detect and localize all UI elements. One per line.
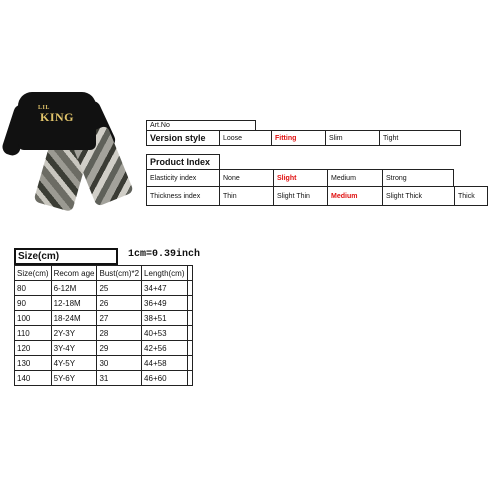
size-table-cell: 26 bbox=[97, 296, 142, 311]
size-table-cell: 80 bbox=[15, 281, 52, 296]
size-table-cell bbox=[187, 281, 192, 296]
size-table-cell: 29 bbox=[97, 341, 142, 356]
product-index-label: Product Index bbox=[146, 154, 220, 170]
elasticity-option-none: None bbox=[219, 169, 274, 187]
size-table-cell: 28 bbox=[97, 326, 142, 341]
art-no-label: Art.No bbox=[146, 120, 256, 131]
version-style-label: Version style bbox=[146, 130, 220, 146]
size-table-row bbox=[15, 326, 193, 341]
thickness-option-medium: Medium bbox=[327, 186, 383, 206]
size-table-cell: 30 bbox=[97, 356, 142, 371]
size-table-cell: 36+49 bbox=[142, 296, 187, 311]
size-table-cell: 6-12M bbox=[51, 281, 97, 296]
version-option-fitting: Fitting bbox=[271, 130, 326, 146]
version-option-loose: Loose bbox=[219, 130, 272, 146]
size-table-row bbox=[15, 311, 193, 326]
elasticity-label: Elasticity index bbox=[146, 169, 220, 187]
size-table-row bbox=[15, 356, 193, 371]
size-table-row bbox=[15, 296, 193, 311]
size-table-cell: 130 bbox=[15, 356, 52, 371]
size-table-cell: 120 bbox=[15, 341, 52, 356]
size-table-cell bbox=[187, 341, 192, 356]
shirt-print-main: KING bbox=[40, 110, 75, 124]
size-table-cell: 44+58 bbox=[142, 356, 187, 371]
size-table-cell bbox=[187, 311, 192, 326]
version-option-slim: Slim bbox=[325, 130, 380, 146]
size-table-row bbox=[15, 341, 193, 356]
size-table-cell: 140 bbox=[15, 371, 52, 386]
size-table-cell: 3Y-4Y bbox=[51, 341, 97, 356]
size-table-cell: 18-24M bbox=[51, 311, 97, 326]
size-table-cell: 5Y-6Y bbox=[51, 371, 97, 386]
size-table-cell: 42+56 bbox=[142, 341, 187, 356]
product-index-table bbox=[146, 120, 490, 210]
version-option-tight: Tight bbox=[379, 130, 461, 146]
size-table-cell: 4Y-5Y bbox=[51, 356, 97, 371]
size-table-header-cell: Size(cm) bbox=[15, 266, 52, 281]
size-table-cell: 25 bbox=[97, 281, 142, 296]
thickness-label: Thickness index bbox=[146, 186, 220, 206]
elasticity-option-medium: Medium bbox=[327, 169, 383, 187]
size-table-cell: 40+53 bbox=[142, 326, 187, 341]
thickness-option-thin: Thin bbox=[219, 186, 274, 206]
size-table-cell bbox=[187, 356, 192, 371]
size-table-cell: 90 bbox=[15, 296, 52, 311]
shirt-print-small: LIL bbox=[38, 105, 50, 111]
thickness-option-slight-thick: Slight Thick bbox=[382, 186, 455, 206]
size-table-row bbox=[15, 281, 193, 296]
size-table-cell: 110 bbox=[15, 326, 52, 341]
size-chart-title: Size(cm) bbox=[14, 248, 118, 265]
size-table-row bbox=[15, 371, 193, 386]
size-table-cell: 34+47 bbox=[142, 281, 187, 296]
size-table-header-cell bbox=[187, 266, 192, 281]
product-photo bbox=[4, 70, 144, 210]
thickness-option-thick: Thick bbox=[454, 186, 488, 206]
unit-conversion: 1cm=0.39inch bbox=[128, 249, 201, 260]
size-table-cell bbox=[187, 326, 192, 341]
size-table-cell: 12-18M bbox=[51, 296, 97, 311]
size-table bbox=[14, 265, 193, 386]
size-table-header-cell: Length(cm) bbox=[142, 266, 187, 281]
size-table-cell: 2Y-3Y bbox=[51, 326, 97, 341]
size-table-header-cell: Bust(cm)*2 bbox=[97, 266, 142, 281]
size-table-cell: 31 bbox=[97, 371, 142, 386]
elasticity-option-slight: Slight bbox=[273, 169, 328, 187]
size-table-cell: 46+60 bbox=[142, 371, 187, 386]
elasticity-option-strong: Strong bbox=[382, 169, 454, 187]
size-table-cell bbox=[187, 371, 192, 386]
size-table-cell: 38+51 bbox=[142, 311, 187, 326]
size-table-header-cell: Recom age bbox=[51, 266, 97, 281]
size-table-cell: 27 bbox=[97, 311, 142, 326]
size-table-header-row bbox=[15, 266, 193, 281]
thickness-option-slight-thin: Slight Thin bbox=[273, 186, 328, 206]
size-table-cell: 100 bbox=[15, 311, 52, 326]
shirt-print bbox=[38, 105, 90, 125]
size-table-cell bbox=[187, 296, 192, 311]
